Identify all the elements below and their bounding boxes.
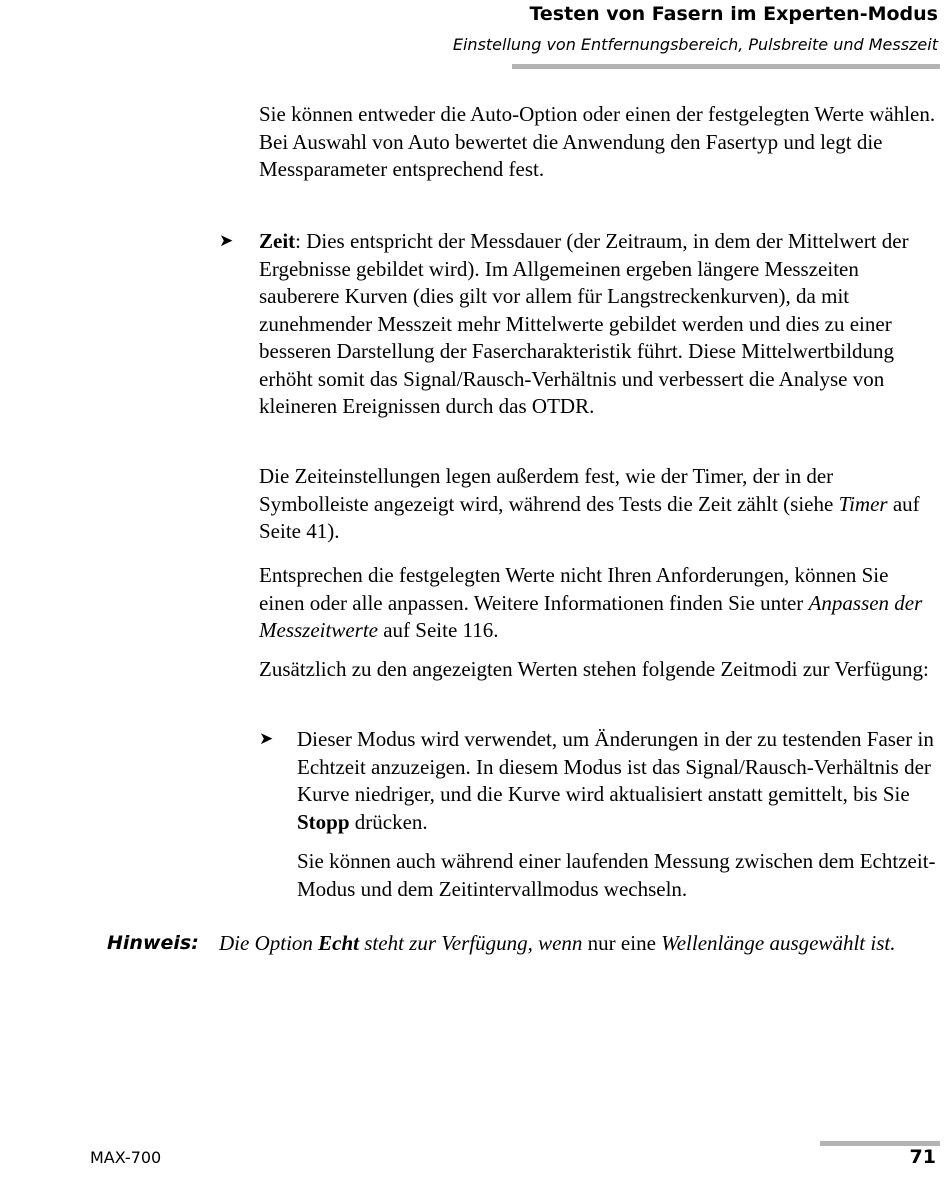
realtime-text-pre: Dieser Modus wird verwendet, um Änderungen in der zu testenden Faser in Echtzeit anzuzeigen. In diesem Modus ist das Signal/Rausch-Verhältnis der Kurve niedriger, und die Kurve wird aktualisiert anstatt gemittelt, bis Sie xyxy=(297,727,934,806)
note-label: Hinweis: xyxy=(107,932,199,954)
page-number: 71 xyxy=(909,1146,936,1168)
note-text xyxy=(219,930,899,958)
note-text-pre: Die Option xyxy=(219,931,319,955)
running-header-subtitle: Einstellung von Entfernungsbereich, Pulsbreite und Messzeit xyxy=(452,35,938,54)
running-header-title: Testen von Fasern im Experten-Modus xyxy=(529,3,938,25)
note-bold-echt: Echt xyxy=(318,931,359,955)
zeit-paragraph xyxy=(259,228,939,421)
bullet-arrow-icon: ➤ xyxy=(219,231,234,251)
stopp-label: Stopp xyxy=(297,809,350,834)
note-text-mid: steht zur Verfügung, wenn xyxy=(359,931,583,955)
zeit-text: : Dies entspricht der Messdauer (der Zeitraum, in dem der Mittelwert der Ergebnisse gebildet wird). Im Allgemeinen ergeben längere Messzeiten sauberere Kurven (dies gilt vor allem für Langstreckenkurven), da mit zunehmender Messzeit mehr Mittelwerte gebildet werden und dies zu einer besseren Darstellung der Fasercharakteristik führt. Diese Mittelwertbildung erhöht somit das Signal/Rausch-Verhältnis und verbessert die Analyse von kleineren Ereignissen durch das OTDR. xyxy=(259,229,909,418)
modes-intro-text: Zusätzlich zu den angezeigten Werten stehen folgende Zeitmodi zur Verfügung: xyxy=(259,657,929,681)
note-text-post: Wellenlänge ausgewählt ist. xyxy=(661,931,896,955)
modes-intro-paragraph xyxy=(259,656,939,684)
intro-line-2: Bei Auswahl von Auto bewertet die Anwendung den Fasertyp und legt die Messparameter entsprechend fest. xyxy=(259,129,883,181)
timer-text-pre: Die Zeiteinstellungen legen außerdem fest, wie der Timer, der in der Symbolleiste angezeigt wird, während des Tests die Zeit zählt (siehe xyxy=(259,464,839,516)
realtime-extra-text: Sie können auch während einer laufenden Messung zwischen dem Echtzeit-Modus und dem Zeitintervallmodus wechseln. xyxy=(297,849,936,901)
realtime-text-post: drücken. xyxy=(349,809,428,834)
note-text-upright: nur eine xyxy=(582,931,662,955)
timer-text-post: auf Seite 41). xyxy=(259,491,920,543)
bullet-arrow-icon: ➤ xyxy=(259,729,274,749)
timer-paragraph xyxy=(259,463,939,546)
footer-product: MAX-700 xyxy=(90,1148,162,1167)
intro-block xyxy=(259,101,939,184)
header-rule xyxy=(512,64,940,69)
intro-line-1: Sie können entweder die Auto-Option oder einen der festgelegten Werte wählen. xyxy=(259,102,936,126)
zeit-label: Zeit xyxy=(259,229,296,253)
custom-text-pre: Entsprechen die festgelegten Werte nicht Ihren Anforderungen, können Sie einen oder alle anpassen. Weitere Informationen finden Sie unter xyxy=(259,563,889,615)
realtime-switch-paragraph xyxy=(297,848,937,903)
custom-values-paragraph xyxy=(259,562,939,645)
timer-link[interactable]: Timer xyxy=(838,491,888,516)
custom-text-post: auf Seite 116. xyxy=(377,618,499,642)
custom-values-link[interactable]: Anpassen der Messzeitwerte xyxy=(259,590,923,642)
realtime-mode-paragraph xyxy=(297,726,937,836)
